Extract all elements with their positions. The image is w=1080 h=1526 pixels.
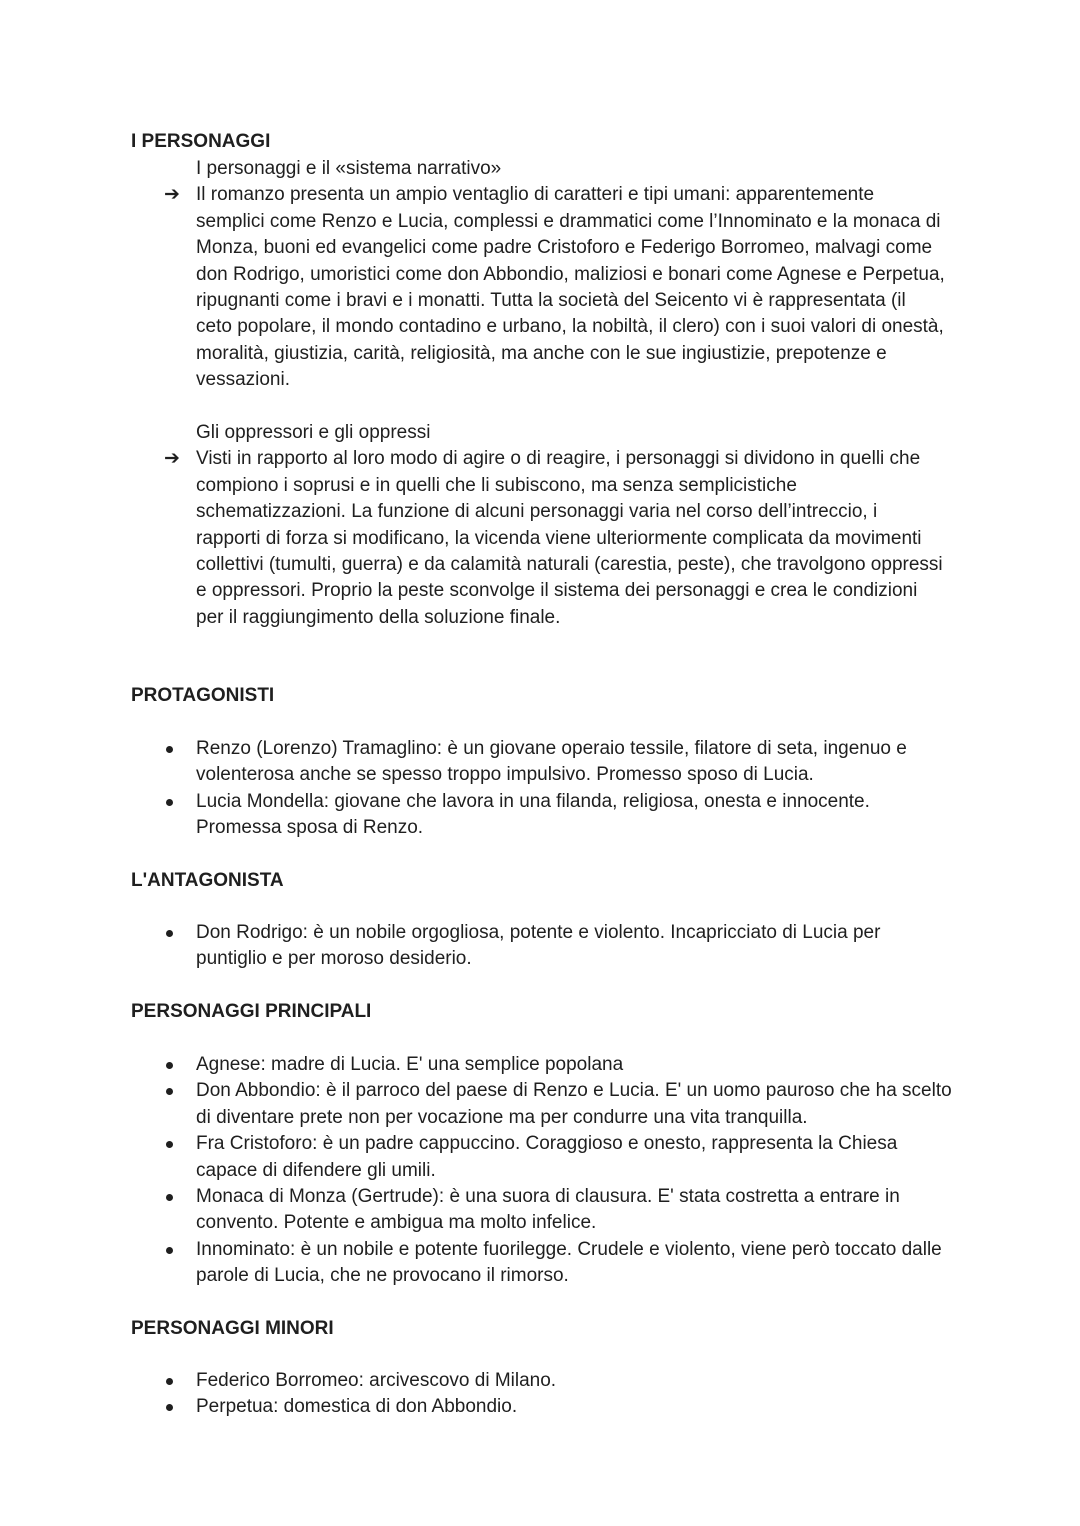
bullet-dot-icon: [166, 799, 173, 806]
list-item: [196, 920, 956, 973]
heading-personaggi: I PERSONAGGI: [131, 131, 271, 152]
heading-principali: PERSONAGGI PRINCIPALI: [131, 1001, 372, 1022]
list-item-text: Don Rodrigo: è un nobile orgogliosa, potente e violento. Incapricciato di Lucia per puntiglio e per moroso desiderio.: [196, 922, 881, 970]
list-item: [196, 1368, 956, 1394]
list-item: [196, 1394, 956, 1420]
bullet-dot-icon: [166, 1141, 173, 1148]
paragraph-oppressori: [164, 446, 946, 631]
list-item-text: Federico Borromeo: arcivescovo di Milano.: [196, 1370, 557, 1391]
arrow-bullet-icon: ➔: [164, 448, 180, 470]
paragraph-text: Visti in rapporto al loro modo di agire o di reagire, i personaggi si dividono in quelli che compiono i soprusi e in quelli che li subiscono, ma senza semplicistiche schematizzazioni. La funzione di alcuni personaggi varia nel corso dell’intreccio, i rapporti di forza si modificano, la vicenda viene ulteriormente complicata da movimenti collettivi (tumulti, guerra) e da calamità naturali (carestia, peste), che travolgono oppressi e oppressori. Proprio la peste sconvolge il sistema dei personaggi e crea le condizioni per il raggiungimento della soluzione finale.: [196, 448, 943, 628]
list-item-text: Agnese: madre di Lucia. E' una semplice popolana: [196, 1054, 624, 1075]
bullet-dot-icon: [166, 1247, 173, 1254]
list-minori: [196, 1368, 956, 1421]
list-item: [196, 1131, 956, 1184]
bullet-dot-icon: [166, 1062, 173, 1069]
subtitle-oppressori: Gli oppressori e gli oppressi: [196, 422, 431, 443]
subtitle-sistema-narrativo: I personaggi e il «sistema narrativo»: [196, 158, 502, 179]
paragraph-sistema-narrativo: [164, 182, 946, 393]
heading-antagonista: L'ANTAGONISTA: [131, 870, 284, 891]
list-item: [196, 1184, 956, 1237]
list-antagonista: [196, 920, 956, 973]
arrow-bullet-icon: ➔: [164, 184, 180, 206]
list-item-text: Innominato: è un nobile e potente fuorilegge. Crudele e violento, viene però toccato dalle parole di Lucia, che ne provocano il rimorso.: [196, 1238, 942, 1287]
bullet-dot-icon: [166, 1194, 173, 1201]
list-item: [196, 1078, 956, 1131]
list-principali: [196, 1052, 956, 1290]
list-item-text: Monaca di Monza (Gertrude): è una suora di clausura. E' stata costretta a entrare in convento. Potente e ambigua ma molto infelice.: [196, 1186, 900, 1234]
list-protagonisti: [196, 736, 956, 842]
bullet-dot-icon: [166, 1378, 173, 1385]
bullet-dot-icon: [166, 1088, 173, 1095]
bullet-dot-icon: [166, 930, 173, 937]
heading-protagonisti: PROTAGONISTI: [131, 685, 275, 706]
list-item: [196, 1052, 956, 1078]
list-item: [196, 736, 956, 789]
bullet-dot-icon: [166, 746, 173, 753]
list-item-text: Renzo (Lorenzo) Tramaglino: è un giovane operaio tessile, filatore di seta, ingenuo e volenterosa anche se spesso troppo impulsivo. Promesso sposo di Lucia.: [196, 738, 907, 786]
intro-block-1: [164, 156, 946, 394]
list-item: [196, 1237, 956, 1290]
list-item-text: Don Abbondio: è il parroco del paese di Renzo e Lucia. E' un uomo pauroso che ha scelto di diventare prete non per vocazione ma per condurre una vita tranquilla.: [196, 1080, 952, 1128]
list-item-text: Fra Cristoforo: è un padre cappuccino. Coraggioso e onesto, rappresenta la Chiesa capace di difendere gli umili.: [196, 1133, 898, 1181]
intro-block-2: [164, 420, 946, 631]
list-item-text: Perpetua: domestica di don Abbondio.: [196, 1396, 518, 1418]
list-item: [196, 789, 956, 842]
list-item-text: Lucia Mondella: giovane che lavora in una filanda, religiosa, onesta e innocente. Promessa sposa di Renzo.: [196, 790, 870, 839]
paragraph-text: Il romanzo presenta un ampio ventaglio di caratteri e tipi umani: apparentemente semplici come Renzo e Lucia, complessi e drammatici come l’Innominato e la monaca di Monza, buoni ed evangelici come padre Cristoforo e Federigo Borromeo, malvagi come don Rodrigo, umoristici come don Abbondio, maliziosi e bonari come Agnese e Perpetua, ripugnanti come i bravi e i monatti. Tutta la società del Seicento vi è rappresentata (il ceto popolare, il mondo contadino e urbano, la nobiltà, il clero) con i suoi valori di onestà, moralità, giustizia, carità, religiosità, ma anche con le sue ingiustizie, prepotenze e vessazioni.: [196, 184, 945, 391]
bullet-dot-icon: [166, 1404, 173, 1411]
heading-minori: PERSONAGGI MINORI: [131, 1318, 334, 1339]
